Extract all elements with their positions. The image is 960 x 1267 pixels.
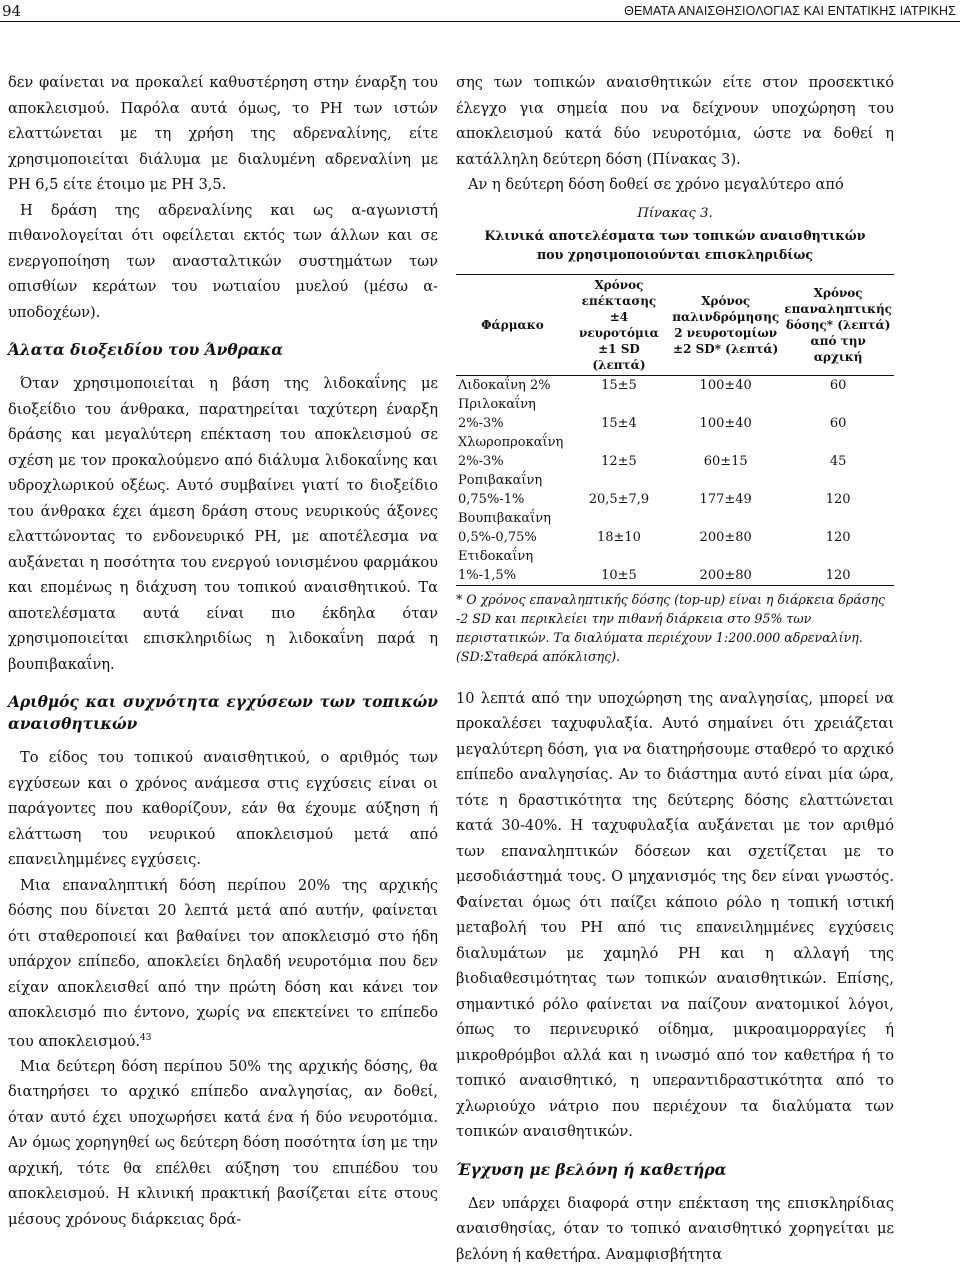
right-paragraph-4: Δεν υπάρχει διαφορά στην επέκταση της επισκληρίδιας αναισθησίας, όταν το τοπικό αναισθητικό χορηγείται με βελόνη ή καθετήρα. Αναμφισβήτητα — [456, 1191, 894, 1267]
drug-cell — [456, 509, 569, 547]
drug-cell — [456, 395, 569, 433]
drug-concentration: 0,75%-1% — [458, 490, 567, 509]
onset-cell: 15±4 — [569, 395, 669, 433]
table-row — [456, 395, 894, 433]
table-row — [456, 547, 894, 586]
column-header-regression-time: Χρόνος παλινδρόμησης 2 νευροτομίων ±2 SD* (λεπτά) — [669, 274, 782, 375]
top-up-cell: 45 — [782, 433, 894, 471]
drug-concentration: 2%-3% — [458, 452, 567, 471]
section-heading-needle-or-catheter: Έγχυση με βελόνη ή καθετήρα — [456, 1159, 894, 1181]
left-paragraph-5 — [8, 873, 438, 1054]
drug-cell — [456, 433, 569, 471]
left-paragraph-6: Μια δεύτερη δόση περίπου 50% της αρχικής δόσης, θα διατηρήσει το αρχικό επίπεδο αναλγησίας, αν δοθεί, όταν αυτό έχει υποχωρήσει κατά ένα ή δύο νευροτόμια. Αν όμως χορηγηθεί ως δεύτερη δόση ποσότητα ίση με την αρχική, τότε θα επέλθει αύξηση του επιπέδου του αποκλεισμού. Η κλινική πρακτική βασίζεται είτε στους μέσους χρόνους διάρκειας δρά- — [8, 1054, 438, 1233]
top-up-cell: 120 — [782, 547, 894, 586]
table-row — [456, 509, 894, 547]
top-up-cell: 60 — [782, 375, 894, 395]
running-title: ΘΕΜΑΤΑ ΑΝΑΙΣΘΗΣΙΟΛΟΓΙΑΣ ΚΑΙ ΕΝΤΑΤΙΚΗΣ ΙΑΤΡΙΚΗΣ — [624, 4, 956, 18]
page-header — [0, 0, 960, 20]
table-header-row — [456, 274, 894, 375]
table-footnote: * Ο χρόνος επαναληπτικής δόσης (top-up) είναι η διάρκεια δράσης -2 SD και περικλείει την πιθανή διάρκεια στο 95% των περιστατικών. Τα διαλύματα περιέχουν 1:200.000 αδρεναλίνη. (SD:Σταθερά απόκλισης). — [456, 590, 894, 666]
regression-cell: 100±40 — [669, 375, 782, 395]
section-heading-injection-frequency: Αριθμός και συχνότητα εγχύσεων των τοπικών αναισθητικών — [8, 691, 438, 735]
top-up-cell: 120 — [782, 471, 894, 509]
onset-cell: 10±5 — [569, 547, 669, 586]
drug-name: Πριλοκαΐνη — [458, 395, 567, 414]
regression-cell: 100±40 — [669, 395, 782, 433]
table-3 — [456, 206, 894, 666]
reference-superscript: 43 — [140, 1033, 151, 1043]
drug-concentration: 1%-1,5% — [458, 566, 567, 585]
spacer — [456, 672, 894, 686]
regression-cell: 60±15 — [669, 433, 782, 471]
section-heading-carbonated-salts: Άλατα διοξειδίου του Άνθρακα — [8, 339, 438, 361]
left-paragraph-1: δεν φαίνεται να προκαλεί καθυστέρηση στην έναρξη του αποκλεισμού. Παρόλα αυτά όμως, το PH των ιστών ελαττώνεται με τη χρήση της αδρεναλίνης, είτε χρησιμοποιείται διάλυμα με διαλυμένη αδρεναλίνη με PH 6,5 είτε έτοιμο με PH 3,5. — [8, 70, 438, 198]
regression-cell: 200±80 — [669, 547, 782, 586]
right-paragraph-2: Αν η δεύτερη δόση δοθεί σε χρόνο μεγαλύτερο από — [456, 172, 894, 198]
table-title-line-2: που χρησιμοποιούνται επισκληριδίως — [456, 245, 894, 264]
right-paragraph-3: 10 λεπτά από την υποχώρηση της αναλγησίας, μπορεί να προκαλέσει ταχυφυλαξία. Αυτό σημαίνει ότι χρειάζεται μεγαλύτερη δόση, για να διατηρήσουμε σταθερό το αρχικό επίπεδο αναλγησίας. Αν το διάστημα αυτό είναι μία ώρα, τότε η δραστικότητα της δεύτερης δόσης ελαττώνεται κατά 30-40%. Η ταχυφυλαξία αυξάνεται με τον αριθμό των επαναληπτικών δόσεων και σχετίζεται με το μεσοδιάστημά τους. Ο μηχανισμός της δεν είναι γνωστός. Φαίνεται όμως ότι παίζει κάποιο ρόλο η τοπική ιστική μεταβολή του PH από τις επανειλημμένες εγχύσεις διαλυμάτων με χαμηλό PH και η αλλαγή της βιοδιαθεσιμότητας των τοπικών αναισθητικών. Επίσης, σημαντικό ρόλο φαίνεται να παίζουν ανατομικοί λόγοι, όπως το περινευρικό οίδημα, μικροαιμορραγίες ή μικροθρόμβοι αλλά και η ινωσμό από τον καθετήρα ή το τοπικό αναισθητικό, η υπεραντιδραστικότητα από το χλωριούχο νάτριο που περιέχουν τα διαλύματα των τοπικών αναισθητικών. — [456, 686, 894, 1145]
table-label: Πίνακας 3. — [456, 206, 894, 222]
right-column — [456, 70, 894, 1267]
onset-cell: 15±5 — [569, 375, 669, 395]
onset-cell: 20,5±7,9 — [569, 471, 669, 509]
left-paragraph-5-text: Μια επαναληπτική δόση περίπου 20% της αρχικής δόσης που δίνεται 20 λεπτά μετά από αυτήν, φαίνεται ότι σταθεροποιεί και βαθαίνει τον αποκλεισμό στο ήδη υπάρχον επίπεδο, αποκλείει δηλαδή νευροτόμια που δεν είχαν αποκλεισθεί από την πρώτη δόση και κάνει τον αποκλεισμό πιο έντονο, χωρίς να επεκτείνει το επίπεδο του αποκλεισμού. — [8, 877, 438, 1050]
top-up-cell: 120 — [782, 509, 894, 547]
drug-concentration: 0,5%-0,75% — [458, 528, 567, 547]
drug-cell — [456, 547, 569, 586]
drug-cell: Λιδοκαΐνη 2% — [456, 375, 569, 395]
top-up-cell: 60 — [782, 395, 894, 433]
drug-name: Ροπιβακαΐνη — [458, 471, 567, 490]
drug-cell — [456, 471, 569, 509]
header-rule — [0, 21, 960, 22]
drug-name: Ετιδοκαΐνη — [458, 547, 567, 566]
right-paragraph-1: σης των τοπικών αναισθητικών είτε στον προσεκτικό έλεγχο για σημεία που να δείχνουν υποχώρηση του αποκλεισμού κατά δύο νευροτόμια, ώστε να δοθεί η κατάλληλη δεύτερη δόση (Πίνακας 3). — [456, 70, 894, 172]
left-paragraph-3: Όταν χρησιμοποιείται η βάση της λιδοκαΐνης με διοξείδιο του άνθρακα, παρατηρείται ταχύτερη έναρξη δράσης και μεγαλύτερη επέκταση του αποκλεισμού σε σχέση με τον προκαλούμενο από διάλυμα λιδοκαΐνης και υδροχλωρικού οξέως. Αυτό συμβαίνει γιατί το διοξείδιο του άνθρακα έχει άμεση δράση στους νευρικούς άξονες ελαττώνοντας το ενδονευρικό PH, με αποτέλεσμα να αυξάνεται η ποσότητα του ενεργού ιονισμένου φαρμάκου και επομένως η διάχυση του τοπικού αναισθητικού. Τα αποτελέσματα αυτά είναι πιο έκδηλα όταν χρησιμοποιείται επισκληριδίως η λιδοκαΐνη παρά η βουπιβακαΐνη. — [8, 371, 438, 677]
table-title-line-1: Κλινικά αποτελέσματα των τοπικών αναισθητικών — [456, 226, 894, 245]
drug-concentration: 2%-3% — [458, 414, 567, 433]
table-row — [456, 375, 894, 395]
column-header-top-up-time: Χρόνος επαναληπτικής δόσης* (λεπτά) από την αρχική — [782, 274, 894, 375]
onset-cell: 18±10 — [569, 509, 669, 547]
page-number: 94 — [2, 2, 21, 20]
table-grid — [456, 274, 894, 586]
onset-cell: 12±5 — [569, 433, 669, 471]
drug-name: Βουπιβακαΐνη — [458, 509, 567, 528]
column-header-onset-time: Χρόνος επέκτασης ±4 νευροτόμια ±1 SD (λεπτά) — [569, 274, 669, 375]
regression-cell: 200±80 — [669, 509, 782, 547]
left-column — [8, 70, 438, 1232]
table-row — [456, 471, 894, 509]
drug-name: Χλωροπροκαΐνη — [458, 433, 567, 452]
column-header-drug: Φάρμακο — [456, 274, 569, 375]
regression-cell: 177±49 — [669, 471, 782, 509]
left-paragraph-4: Το είδος του τοπικού αναισθητικού, ο αριθμός των εγχύσεων και ο χρόνος ανάμεσα στις εγχύσεις είναι οι παράγοντες που καθορίζουν, εάν θα έχουμε αύξηση ή ελάττωση του νευρικού αποκλεισμού μετά από επανειλημμένες εγχύσεις. — [8, 745, 438, 873]
left-paragraph-2: Η δράση της αδρεναλίνης και ως α-αγωνιστή πιθανολογείται ότι οφείλεται εκτός των άλλων και σε ενεργοποίηση των ανασταλτικών συστημάτων των οπισθίων κεράτων του νωτιαίου μυελού (μέσω α-υποδοχέων). — [8, 198, 438, 326]
table-row — [456, 433, 894, 471]
